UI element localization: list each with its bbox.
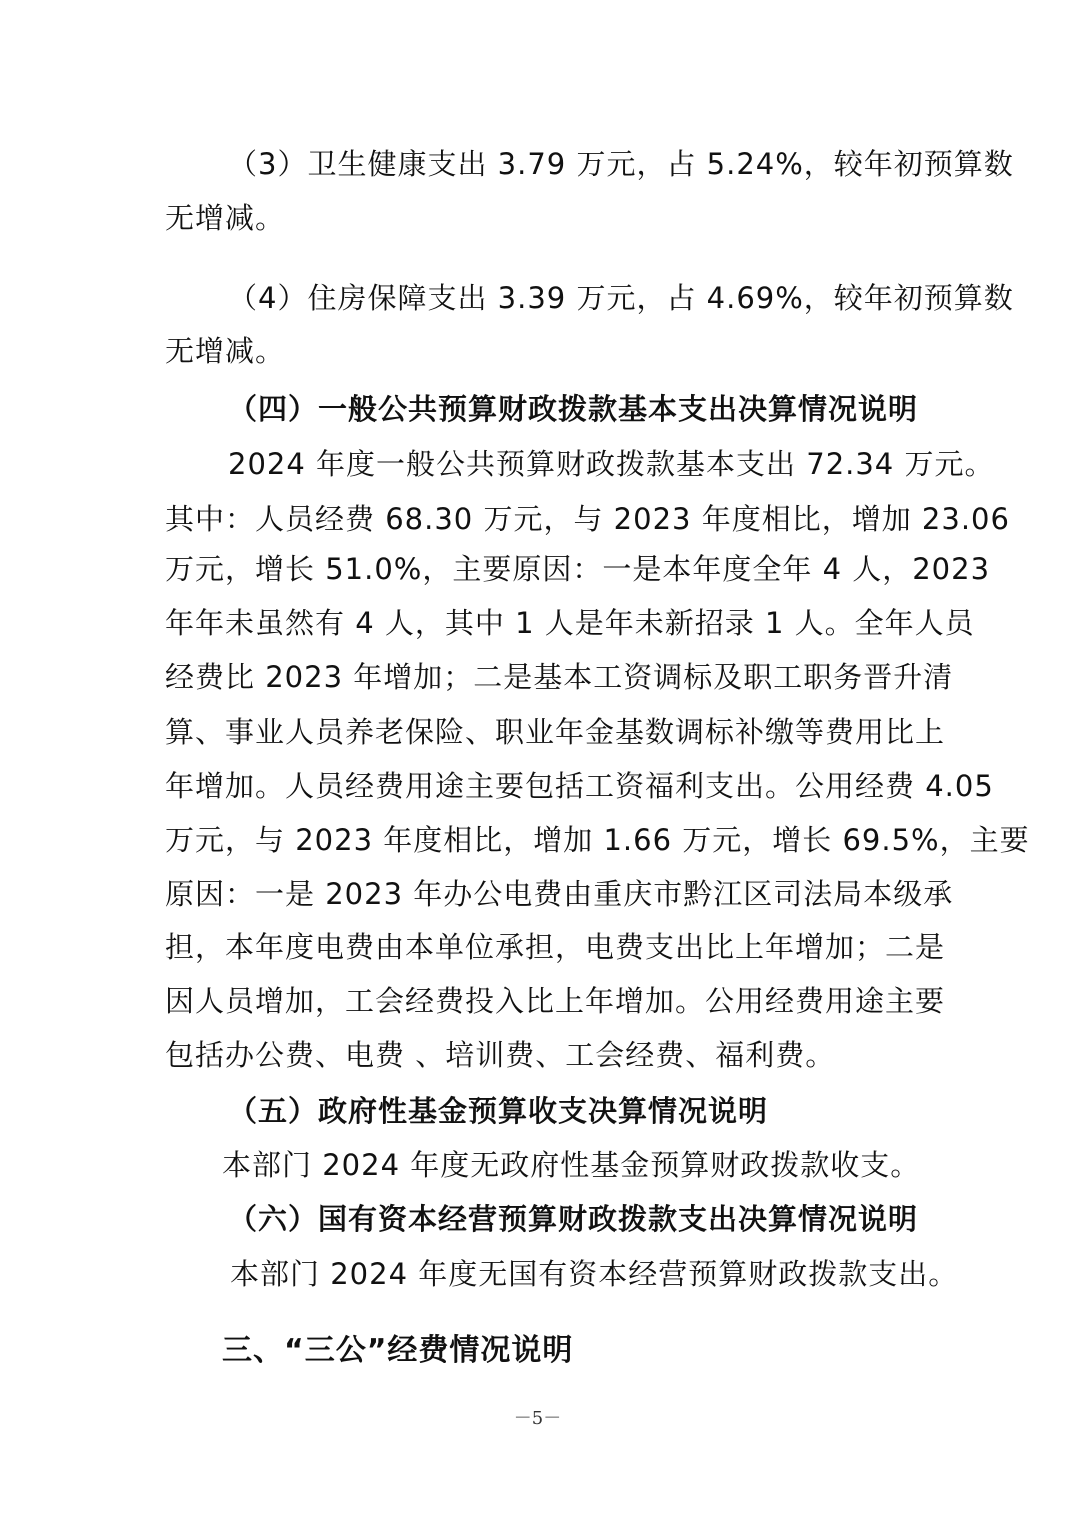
basic-expenditure-line: 因人员增加，工会经费投入比上年增加。公用经费用途主要: [165, 984, 946, 1018]
heading-gov-fund: （五）政府性基金预算收支决算情况说明: [228, 1094, 769, 1128]
health-expenditure-line-2: 无增减。: [165, 201, 286, 235]
basic-expenditure-line: 原因：一是 2023 年办公电费由重庆市黔江区司法局本级承: [165, 877, 954, 911]
basic-expenditure-line: 其中：人员经费 68.30 万元，与 2023 年度相比，增加 23.06: [165, 502, 1010, 536]
basic-expenditure-line: 年增加。人员经费用途主要包括工资福利支出。公用经费 4.05: [165, 769, 994, 803]
housing-expenditure-line-2: 无增减。: [165, 334, 286, 368]
section-three-title: 三、“三公”经费情况说明: [222, 1333, 574, 1368]
page-number: －5－: [513, 1408, 562, 1429]
basic-expenditure-line: 经费比 2023 年增加；二是基本工资调标及职工职务晋升清: [165, 660, 954, 694]
basic-expenditure-line: 担，本年度电费由本单位承担，电费支出比上年增加；二是: [165, 930, 946, 964]
basic-expenditure-line: 万元，与 2023 年度相比，增加 1.66 万元，增长 69.5%，主要: [165, 823, 1030, 857]
housing-expenditure-line-1: （4）住房保障支出 3.39 万元，占 4.69%，较年初预算数: [228, 281, 1014, 315]
basic-expenditure-line: 包括办公费、电费 、培训费、工会经费、福利费。: [165, 1038, 836, 1072]
state-capital-text: 本部门 2024 年度无国有资本经营预算财政拨款支出。: [230, 1257, 959, 1291]
heading-state-capital: （六）国有资本经营预算财政拨款支出决算情况说明: [228, 1202, 919, 1236]
basic-expenditure-line: 万元，增长 51.0%，主要原因：一是本年度全年 4 人，2023: [165, 552, 991, 586]
basic-expenditure-line: 2024 年度一般公共预算财政拨款基本支出 72.34 万元。: [228, 447, 995, 481]
basic-expenditure-line: 年年未虽然有 4 人，其中 1 人是年未新招录 1 人。全年人员: [165, 606, 975, 640]
basic-expenditure-line: 算、事业人员养老保险、职业年金基数调标补缴等费用比上: [165, 715, 946, 749]
gov-fund-text: 本部门 2024 年度无政府性基金预算财政拨款收支。: [222, 1148, 921, 1182]
health-expenditure-line-1: （3）卫生健康支出 3.79 万元，占 5.24%，较年初预算数: [228, 147, 1014, 181]
heading-basic-expenditure: （四）一般公共预算财政拨款基本支出决算情况说明: [228, 392, 919, 426]
